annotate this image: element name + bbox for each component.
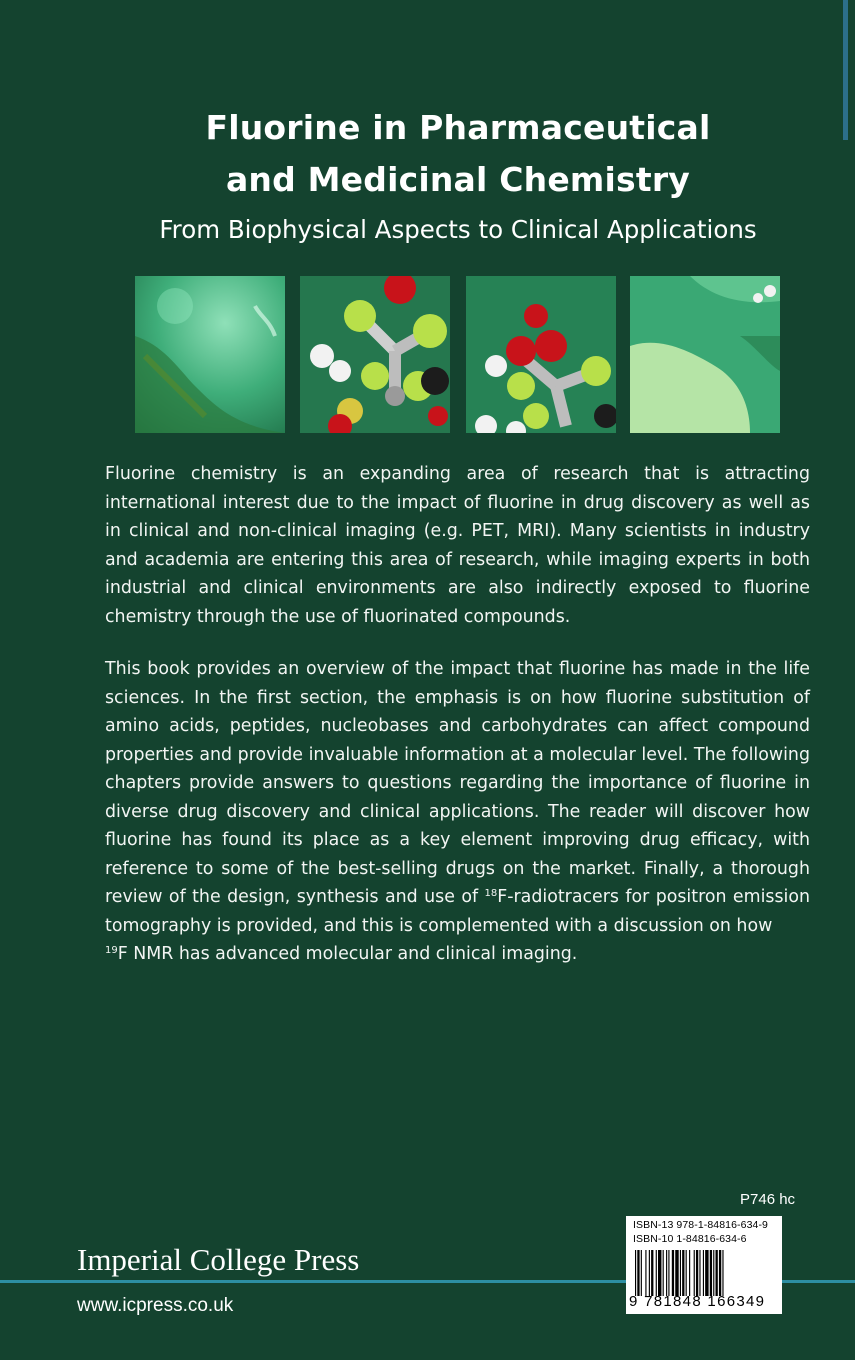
barcode-bar xyxy=(649,1250,650,1296)
isbn-10: ISBN-10 1-84816-634-6 xyxy=(633,1233,747,1245)
barcode-bar xyxy=(668,1250,669,1296)
barcode-bar xyxy=(672,1250,674,1296)
superscript-19: 19 xyxy=(105,945,118,956)
blurb-paragraph-2 xyxy=(105,655,810,969)
barcode-bar xyxy=(651,1250,653,1296)
barcode-bar xyxy=(637,1250,639,1296)
barcode-panel xyxy=(626,1216,782,1314)
barcode-digits: 9 781848 166349 xyxy=(629,1293,766,1310)
product-code: P746 hc xyxy=(740,1191,796,1208)
barcode-bar xyxy=(686,1250,687,1296)
barcode-bar xyxy=(713,1250,714,1296)
barcode-bar xyxy=(641,1250,642,1296)
barcode-bar xyxy=(710,1250,712,1296)
molecule-image-2 xyxy=(466,276,616,433)
blurb-text-part-b: F-radiotracers for positron emission tomography is provided, and this is complemented with a discussion on how xyxy=(105,887,811,936)
barcode-bar xyxy=(680,1250,681,1296)
blurb-text-part-a: This book provides an overview of the impact that fluorine has made in the life sciences. In the first section, the emphasis is on how fluorine substitution of amino acids, peptides, nucleobases and carbohydrates can affect compound properties and provide invaluable information at a molecular level. The following chapters provide answers to questions regarding the importance of fluorine in diverse drug discovery and clinical applications. The reader will discover how fluorine has found its place as a key element improving drug efficacy, with reference to some of the best-selling drugs on the market. Finally, a thorough review of the design, synthesis and use of xyxy=(105,659,810,907)
barcode-bar xyxy=(675,1250,678,1296)
barcode-bar xyxy=(722,1250,723,1296)
barcode-bar xyxy=(703,1250,704,1296)
barcode-bars xyxy=(634,1250,775,1296)
barcode-bar xyxy=(658,1250,661,1296)
barcode-bar xyxy=(645,1250,646,1296)
barcode-bar xyxy=(694,1250,695,1296)
barcode-bar xyxy=(719,1250,721,1296)
barcode-bar xyxy=(705,1250,708,1296)
superscript-18: 18 xyxy=(484,888,498,899)
title-line-1: Fluorine in Pharmaceutical xyxy=(205,108,711,147)
barcode-bar xyxy=(696,1250,698,1296)
barcode-bar xyxy=(716,1250,718,1296)
blurb-text-part-c: F NMR has advanced molecular and clinical imaging. xyxy=(117,944,578,964)
green-surface-image xyxy=(135,276,285,433)
green-surface-closeup-image xyxy=(630,276,780,433)
book-title xyxy=(0,102,855,206)
blurb-paragraph-1: Fluorine chemistry is an expanding area of research that is attracting international interest due to the impact of fluorine in drug discovery as well as in clinical and non-clinical imaging (e.g. PET, MRI). Many scientists in industry and academia are entering this area of research, while imaging experts in both industrial and clinical environments are also indirectly exposed to fluorine chemistry through the use of fluorinated compounds. xyxy=(105,464,810,627)
barcode-bar xyxy=(663,1250,664,1296)
barcode-bar xyxy=(682,1250,684,1296)
barcode-bar xyxy=(699,1250,700,1296)
barcode-bar xyxy=(689,1250,690,1296)
title-line-2: and Medicinal Chemistry xyxy=(225,160,691,199)
isbn-13: ISBN-13 978-1-84816-634-9 xyxy=(633,1219,769,1231)
barcode-bar xyxy=(635,1250,636,1296)
barcode-bar xyxy=(656,1250,657,1296)
molecule-image-1 xyxy=(300,276,450,433)
barcode-bar xyxy=(666,1250,667,1296)
publisher-name: Imperial College Press xyxy=(77,1242,360,1277)
book-subtitle: From Biophysical Aspects to Clinical Applications xyxy=(159,215,757,244)
publisher-website: www.icpress.co.uk xyxy=(77,1295,234,1316)
